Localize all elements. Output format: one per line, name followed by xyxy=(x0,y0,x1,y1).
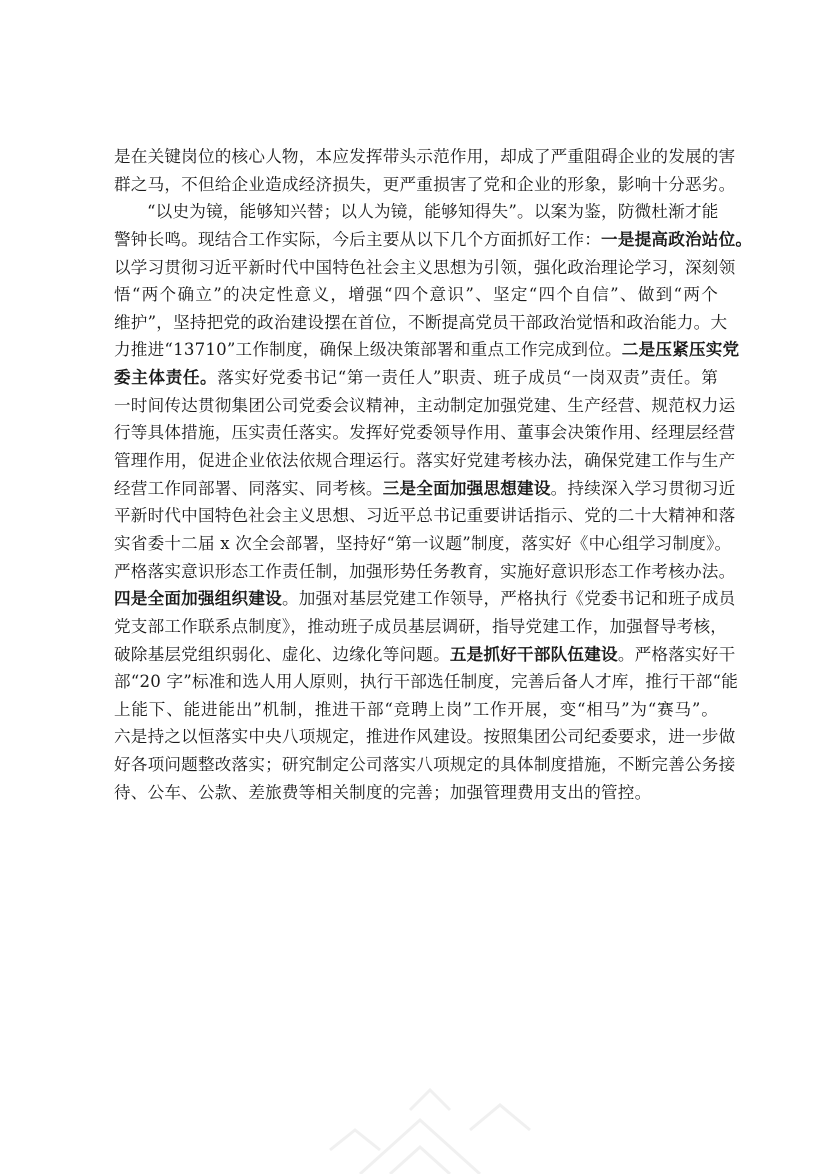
bold-heading-3: 三是全面加强思想建设 xyxy=(382,477,551,498)
text-line: 实省委十二届 x 次全会部署，坚持好“第一议题”制度，落实好《中心组学习制度》。 xyxy=(114,533,732,553)
text-line: 严格落实意识形态工作责任制，加强形势任务教育，实施好意识形态工作考核办法。 xyxy=(114,561,736,581)
text-run: “以史为镜，能够知兴替；以人为镜，能够知得失”。以案为鉴，防微杜渐才能 xyxy=(147,202,719,222)
text-run: 。加强对基层党建工作领导，严格执行《党委书记和班子成员 xyxy=(281,589,736,609)
text-run: 经营工作同部署、同落实、同考核。 xyxy=(114,478,383,498)
text-line: 悟“两个确立”的决定性意义，增强“四个意识”、坚定“四个自信”、做到“两个 xyxy=(114,285,718,305)
text-run: 。严格落实好干 xyxy=(617,644,736,664)
text-line xyxy=(114,226,753,254)
bold-heading-4: 四是全面加强组织建设 xyxy=(114,588,282,609)
text-line: 维护”，坚持把党的政治建设摆在首位，不断提高党员干部政治觉悟和政治能力。大 xyxy=(114,312,728,332)
text-line: 群之马，不但给企业造成经济损失，更严重损害了党和企业的形象，影响十分恶劣。 xyxy=(114,174,736,194)
text-line xyxy=(114,475,736,503)
text-line xyxy=(114,364,718,392)
text-line: 好各项问题整改落实；研究制定公司落实八项规定的具体制度措施，不断完善公务接 xyxy=(114,755,736,775)
text-line: 以学习贯彻习近平新时代中国特色社会主义思想为引领，强化政治理论学习，深刻领 xyxy=(114,257,736,277)
text-line: 待、公车、公款、差旅费等相关制度的完善；加强管理费用支出的管控。 xyxy=(114,782,652,802)
text-line: 六是持之以恒落实中央八项规定，推进作风建设。按照集团公司纪委要求，进一步做 xyxy=(114,727,736,747)
text-run: 落实好党委书记“第一责任人”职责、班子成员“一岗双责”责任。第 xyxy=(217,368,718,388)
text-line: 行等具体措施，压实责任落实。发挥好党委领导作用、董事会决策作用、经理层经营 xyxy=(114,423,736,443)
bold-heading-2: 二是压紧压实党 xyxy=(621,339,740,360)
bold-heading-5: 五是抓好干部队伍建设 xyxy=(449,643,618,664)
text-line xyxy=(114,198,718,226)
document-body xyxy=(114,143,753,806)
text-line: 上能下、能进能出”机制，推进干部“竞聘上岗”工作开展，变“相马”为“赛马”。 xyxy=(114,699,718,719)
text-line: 部“20 字”标准和选人用人原则，执行干部选任制度，完善后备人才库，推行干部“能 xyxy=(114,672,739,692)
bold-heading-2-cont: 委主体责任。 xyxy=(114,367,218,388)
bold-heading-1: 一是提高政治站位。 xyxy=(601,228,753,249)
text-line xyxy=(114,585,736,613)
text-run: 警钟长鸣。现结合工作实际，今后主要从以下几个方面抓好工作： xyxy=(114,229,602,249)
text-line: 一时间传达贯彻集团公司党委会议精神，主动制定加强党建、生产经营、规范权力运 xyxy=(114,395,736,415)
text-line: 是在关键岗位的核心人物，本应发挥带头示范作用，却成了严重阻碍企业的发展的害 xyxy=(114,147,736,166)
text-line: 平新时代中国特色社会主义思想、习近平总书记重要讲话指示、党的二十大精神和落 xyxy=(114,506,736,526)
text-line xyxy=(114,641,736,669)
text-line: 管理作用，促进企业依法依规合理运行。落实好党建考核办法，确保党建工作与生产 xyxy=(114,451,736,471)
text-run: 破除基层党组织弱化、虚化、边缘化等问题。 xyxy=(114,644,450,664)
text-run: 力推进“13710”工作制度，确保上级决策部署和重点工作完成到位。 xyxy=(114,340,622,360)
text-line xyxy=(114,336,740,364)
text-line: 党支部工作联系点制度》，推动班子成员基层调研，指导党建工作，加强督导考核， xyxy=(114,616,728,636)
watermark-logo-icon xyxy=(300,1050,560,1174)
text-run: 。持续深入学习贯彻习近 xyxy=(550,478,736,498)
